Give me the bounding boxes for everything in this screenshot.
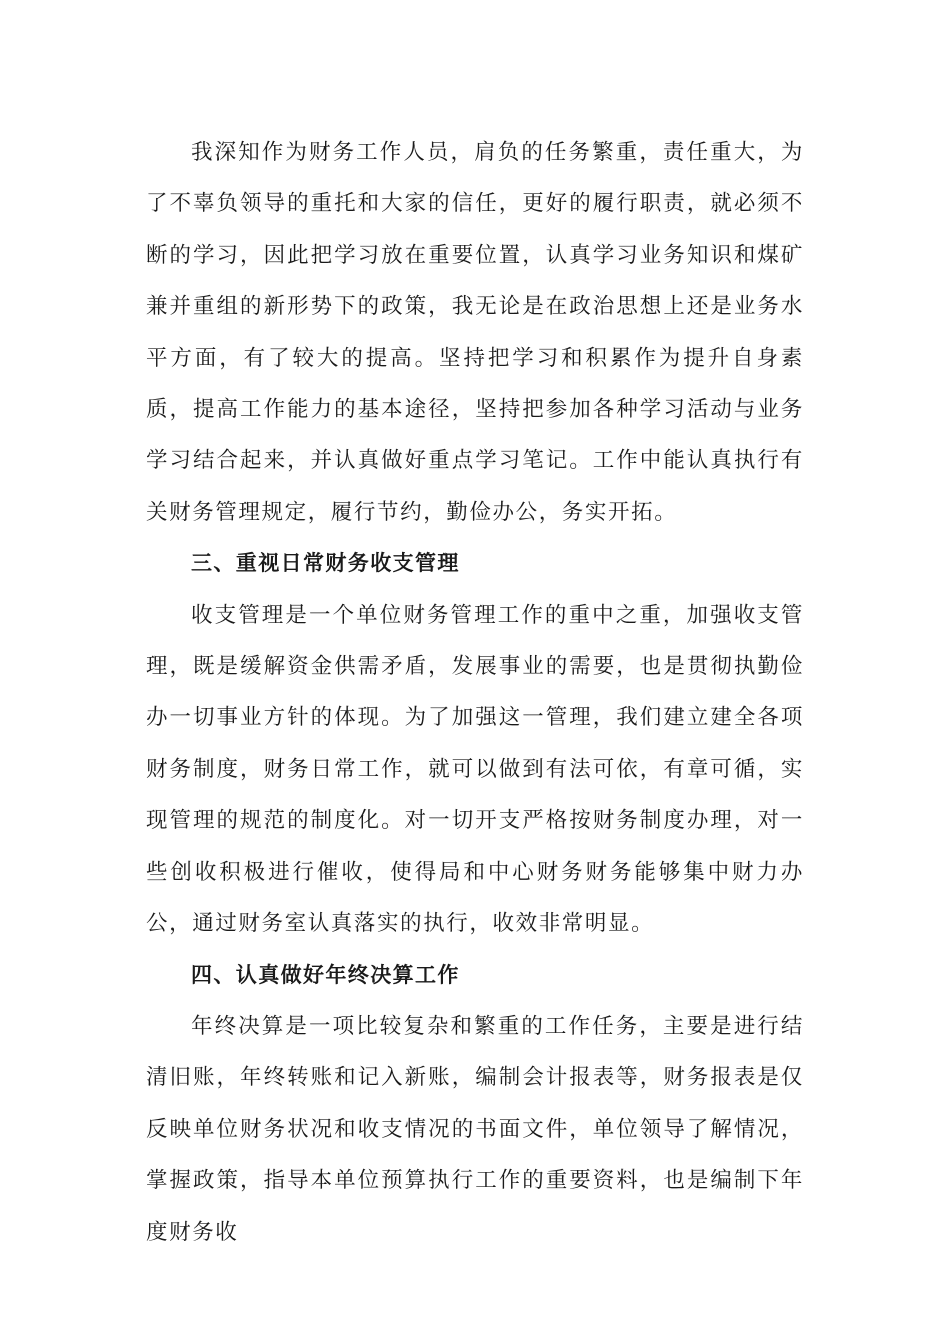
paragraph-study: 我深知作为财务工作人员，肩负的任务繁重，责任重大，为了不辜负领导的重托和大家的信任，更好的履行职责，就必须不断的学习，因此把学习放在重要位置，认真学习业务知识和煤矿兼并重组的新形势下的政策，我无论是在政治思想上还是业务水平方面，有了较大的提高。坚持把学习和积累作为提升自身素质，提高工作能力的基本途径，坚持把参加各种学习活动与业务学习结合起来，并认真做好重点学习笔记。工作中能认真执行有关财务管理规定，履行节约，勤俭办公，务实开拓。 xyxy=(146,140,804,525)
paragraph-revenue-expense: 收支管理是一个单位财务管理工作的重中之重，加强收支管理，既是缓解资金供需矛盾，发展事业的需要，也是贯彻执勤俭办一切事业方针的体现。为了加强这一管理，我们建立建全各项财务制度，财务日常工作，就可以做到有法可依，有章可循，实现管理的规范的制度化。对一切开支严格按财务制度办理，对一些创收积极进行催收，使得局和中心财务财务能够集中财力办公，通过财务室认真落实的执行，收效非常明显。 xyxy=(146,602,804,937)
document-body xyxy=(146,127,804,1258)
section-heading-4: 四、认真做好年终决算工作 xyxy=(191,962,460,987)
paragraph-year-end: 年终决算是一项比较复杂和繁重的工作任务，主要是进行结清旧账，年终转账和记入新账，编制会计报表等，财务报表是仅反映单位财务状况和收支情况的书面文件，单位领导了解情况，掌握政策，指导本单位预算执行工作的重要资料，也是编制下年度财务收 xyxy=(146,1013,804,1245)
section-heading-3: 三、重视日常财务收支管理 xyxy=(191,551,460,576)
